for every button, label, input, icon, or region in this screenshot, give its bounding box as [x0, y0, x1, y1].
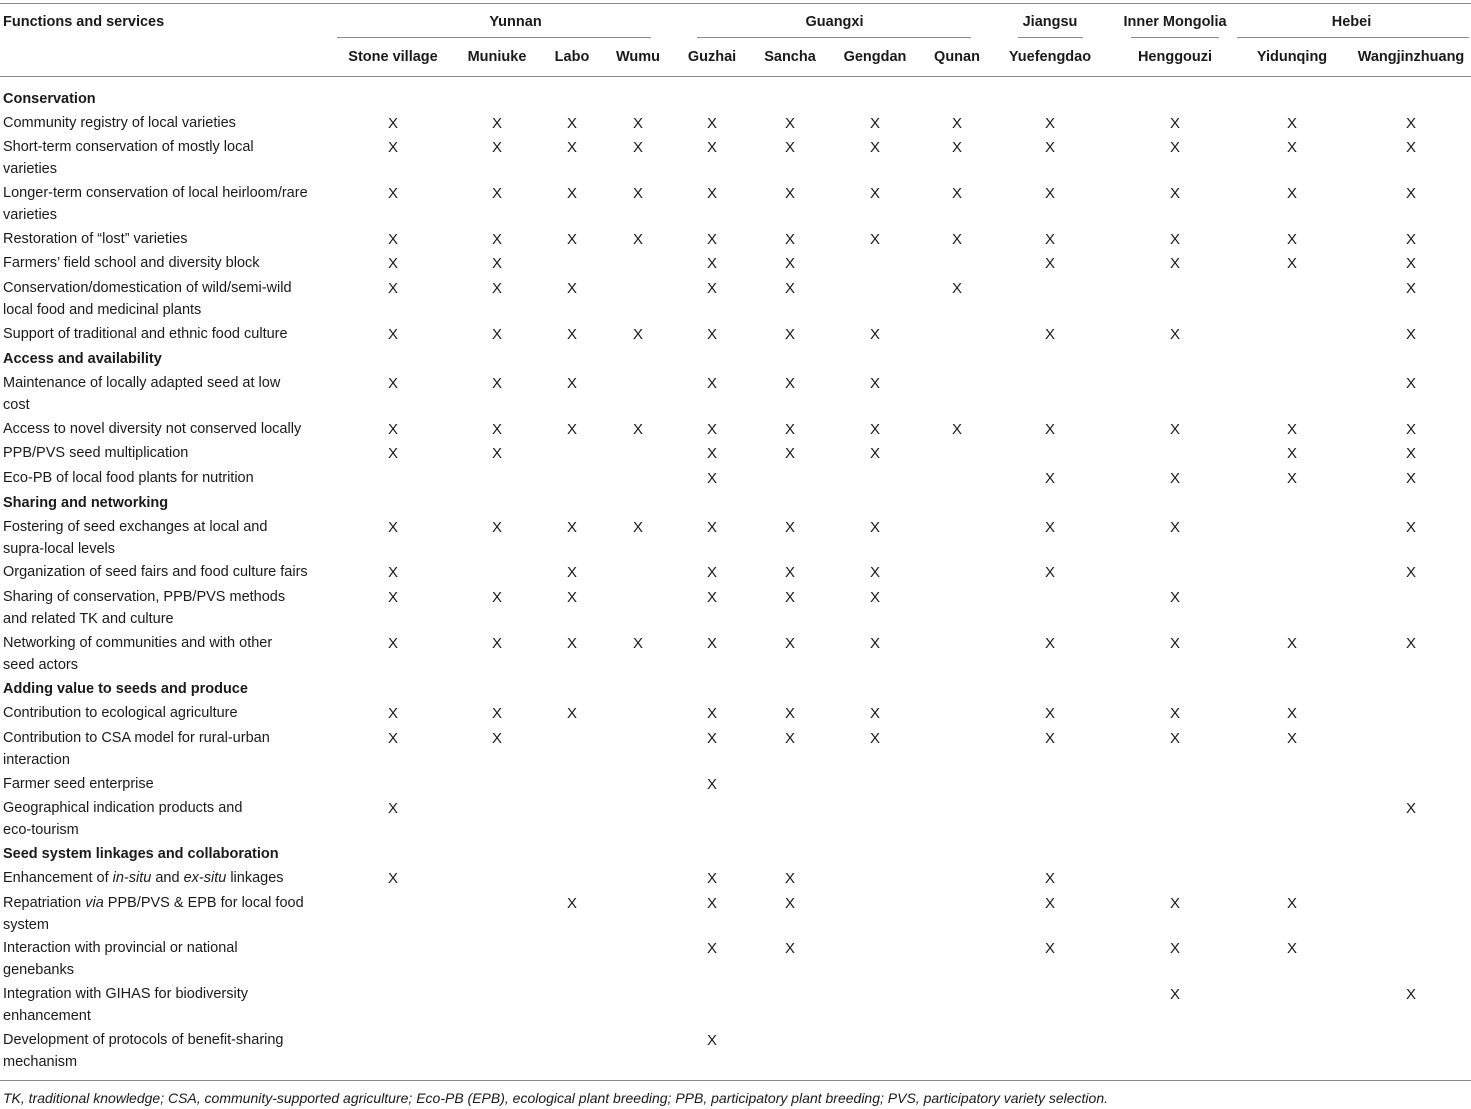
x-mark: X: [387, 421, 399, 438]
x-mark: X: [784, 730, 796, 747]
x-mark: X: [869, 185, 881, 202]
x-mark: X: [1169, 470, 1181, 487]
table-bottom-rule: [0, 1080, 1471, 1081]
x-mark: X: [491, 445, 503, 462]
x-mark: X: [784, 115, 796, 132]
x-mark: X: [784, 280, 796, 297]
x-mark: X: [566, 231, 578, 248]
x-mark: X: [1044, 519, 1056, 536]
row-label: Networking of communities and with other seed actors: [3, 635, 273, 673]
top-rule: [0, 3, 1471, 4]
x-mark: X: [1044, 470, 1056, 487]
row-label: Community registry of local varieties: [3, 115, 236, 131]
table-footnote: TK, traditional knowledge; CSA, community-supported agriculture; Eco-PB (EPB), ecological plant breeding; PPB, participatory plant breeding; PVS, participatory variety selection.: [3, 1090, 1108, 1106]
x-mark: X: [632, 115, 644, 132]
x-mark: X: [784, 870, 796, 887]
row-label: Development of protocols of benefit-sharing mechanism: [3, 1032, 284, 1070]
x-mark: X: [784, 940, 796, 957]
row-label: Restoration of “lost” varieties: [3, 231, 188, 247]
x-mark: X: [784, 185, 796, 202]
x-mark: X: [784, 519, 796, 536]
x-mark: X: [1286, 139, 1298, 156]
x-mark: X: [1169, 421, 1181, 438]
column-header-sancha: Sancha: [764, 49, 816, 65]
x-mark: X: [387, 185, 399, 202]
x-mark: X: [706, 940, 718, 957]
x-mark: X: [784, 705, 796, 722]
column-header-wumu: Wumu: [615, 49, 661, 65]
x-mark: X: [706, 445, 718, 462]
x-mark: X: [1044, 139, 1056, 156]
x-mark: X: [784, 589, 796, 606]
x-mark: X: [1405, 421, 1417, 438]
x-mark: X: [387, 564, 399, 581]
x-mark: X: [1405, 800, 1417, 817]
x-mark: X: [566, 705, 578, 722]
x-mark: X: [1169, 730, 1181, 747]
x-mark: X: [1169, 940, 1181, 957]
column-header-muniuke: Muniuke: [467, 49, 527, 65]
x-mark: X: [632, 326, 644, 343]
group-underline-hebei: [1237, 37, 1469, 38]
x-mark: X: [387, 635, 399, 652]
x-mark: X: [869, 139, 881, 156]
x-mark: X: [1405, 139, 1417, 156]
x-mark: X: [387, 280, 399, 297]
x-mark: X: [706, 1032, 718, 1049]
row-label: PPB/PVS seed multiplication: [3, 445, 189, 461]
x-mark: X: [566, 589, 578, 606]
x-mark: X: [784, 231, 796, 248]
x-mark: X: [387, 870, 399, 887]
group-underline-inner-mongolia: [1131, 37, 1219, 38]
row-label: Contribution to CSA model for rural-urban interaction: [3, 730, 270, 768]
x-mark: X: [706, 776, 718, 793]
row-label: Support of traditional and ethnic food culture: [3, 326, 288, 342]
x-mark: X: [706, 115, 718, 132]
column-header-yidunqing: Yidunqing: [1256, 49, 1328, 65]
x-mark: X: [1405, 231, 1417, 248]
group-header-yunnan: Yunnan: [489, 14, 542, 30]
x-mark: X: [1169, 231, 1181, 248]
x-mark: X: [706, 326, 718, 343]
row-label: Organization of seed fairs and food culture fairs: [3, 564, 308, 580]
x-mark: X: [1405, 255, 1417, 272]
x-mark: X: [1169, 115, 1181, 132]
x-mark: X: [1405, 635, 1417, 652]
x-mark: X: [706, 870, 718, 887]
x-mark: X: [632, 519, 644, 536]
section-heading-access-and-availability: Access and availability: [3, 351, 162, 367]
x-mark: X: [491, 255, 503, 272]
x-mark: X: [784, 421, 796, 438]
row-label: Eco-PB of local food plants for nutrition: [3, 470, 254, 486]
x-mark: X: [784, 375, 796, 392]
x-mark: X: [1286, 940, 1298, 957]
section-heading-seed-system-linkages-and-collaboration: Seed system linkages and collaboration: [3, 846, 279, 862]
group-underline-guangxi: [697, 37, 971, 38]
x-mark: X: [491, 280, 503, 297]
x-mark: X: [1044, 870, 1056, 887]
row-label: Contribution to ecological agriculture: [3, 705, 238, 721]
x-mark: X: [566, 139, 578, 156]
x-mark: X: [387, 445, 399, 462]
x-mark: X: [706, 895, 718, 912]
row-label: Enhancement of in-situ and ex-situ linkages: [3, 870, 284, 886]
x-mark: X: [1169, 326, 1181, 343]
row-label: Sharing of conservation, PPB/PVS methods and related TK and culture: [3, 589, 286, 627]
x-mark: X: [1044, 705, 1056, 722]
x-mark: X: [1286, 231, 1298, 248]
x-mark: X: [784, 564, 796, 581]
x-mark: X: [491, 375, 503, 392]
x-mark: X: [1169, 986, 1181, 1003]
x-mark: X: [387, 139, 399, 156]
group-underline-jiangsu: [1018, 37, 1083, 38]
row-label: Repatriation via PPB/PVS & EPB for local food system: [3, 895, 304, 933]
x-mark: X: [566, 115, 578, 132]
x-mark: X: [1286, 115, 1298, 132]
x-mark: X: [1044, 326, 1056, 343]
x-mark: X: [1169, 185, 1181, 202]
x-mark: X: [1286, 705, 1298, 722]
row-label: Farmers’ field school and diversity block: [3, 255, 260, 271]
column-header-labo: Labo: [554, 49, 590, 65]
x-mark: X: [869, 589, 881, 606]
x-mark: X: [1286, 635, 1298, 652]
x-mark: X: [632, 139, 644, 156]
x-mark: X: [706, 231, 718, 248]
header-functions-services: Functions and services: [3, 14, 165, 30]
x-mark: X: [869, 635, 881, 652]
x-mark: X: [706, 564, 718, 581]
x-mark: X: [632, 421, 644, 438]
x-mark: X: [706, 375, 718, 392]
x-mark: X: [491, 231, 503, 248]
x-mark: X: [951, 185, 963, 202]
group-header-jiangsu: Jiangsu: [1022, 14, 1078, 30]
row-label: Maintenance of locally adapted seed at low cost: [3, 375, 281, 413]
x-mark: X: [706, 730, 718, 747]
x-mark: X: [1044, 231, 1056, 248]
x-mark: X: [491, 326, 503, 343]
x-mark: X: [706, 280, 718, 297]
x-mark: X: [566, 635, 578, 652]
x-mark: X: [869, 375, 881, 392]
x-mark: X: [1169, 635, 1181, 652]
group-header-guangxi: Guangxi: [805, 14, 864, 30]
x-mark: X: [632, 635, 644, 652]
column-header-henggouzi: Henggouzi: [1137, 49, 1213, 65]
x-mark: X: [869, 115, 881, 132]
x-mark: X: [951, 139, 963, 156]
x-mark: X: [491, 730, 503, 747]
row-label: Longer-term conservation of local heirloom/rare varieties: [3, 185, 308, 223]
x-mark: X: [632, 231, 644, 248]
x-mark: X: [491, 139, 503, 156]
x-mark: X: [1405, 115, 1417, 132]
row-label: Access to novel diversity not conserved locally: [3, 421, 302, 437]
column-header-yuefengdao: Yuefengdao: [1008, 49, 1092, 65]
x-mark: X: [1169, 255, 1181, 272]
column-header-wangjinzhuang: Wangjinzhuang: [1357, 49, 1465, 65]
x-mark: X: [1286, 421, 1298, 438]
x-mark: X: [1286, 445, 1298, 462]
x-mark: X: [1044, 115, 1056, 132]
x-mark: X: [1169, 139, 1181, 156]
x-mark: X: [1044, 940, 1056, 957]
x-mark: X: [706, 635, 718, 652]
x-mark: X: [1405, 280, 1417, 297]
x-mark: X: [784, 445, 796, 462]
x-mark: X: [566, 280, 578, 297]
x-mark: X: [1044, 564, 1056, 581]
row-label: Short-term conservation of mostly local varieties: [3, 139, 254, 177]
x-mark: X: [706, 185, 718, 202]
x-mark: X: [869, 421, 881, 438]
x-mark: X: [491, 421, 503, 438]
x-mark: X: [387, 519, 399, 536]
row-label: Geographical indication products and eco-tourism: [3, 800, 243, 838]
x-mark: X: [1044, 185, 1056, 202]
x-mark: X: [869, 231, 881, 248]
x-mark: X: [566, 326, 578, 343]
x-mark: X: [869, 730, 881, 747]
x-mark: X: [1169, 589, 1181, 606]
row-label: Interaction with provincial or national genebanks: [3, 940, 238, 978]
row-label: Fostering of seed exchanges at local and supra-local levels: [3, 519, 268, 557]
x-mark: X: [1405, 375, 1417, 392]
x-mark: X: [951, 421, 963, 438]
x-mark: X: [1405, 445, 1417, 462]
x-mark: X: [869, 326, 881, 343]
x-mark: X: [566, 895, 578, 912]
x-mark: X: [387, 231, 399, 248]
x-mark: X: [1286, 470, 1298, 487]
x-mark: X: [1169, 705, 1181, 722]
x-mark: X: [951, 280, 963, 297]
x-mark: X: [387, 115, 399, 132]
group-header-hebei: Hebei: [1331, 14, 1372, 30]
x-mark: X: [869, 564, 881, 581]
x-mark: X: [784, 139, 796, 156]
row-label: Farmer seed enterprise: [3, 776, 154, 792]
column-header-gengdan: Gengdan: [843, 49, 907, 65]
x-mark: X: [706, 705, 718, 722]
x-mark: X: [491, 705, 503, 722]
x-mark: X: [1286, 895, 1298, 912]
x-mark: X: [1169, 895, 1181, 912]
header-bottom-rule: [0, 76, 1471, 77]
x-mark: X: [387, 730, 399, 747]
x-mark: X: [706, 421, 718, 438]
x-mark: X: [1405, 326, 1417, 343]
x-mark: X: [632, 185, 644, 202]
x-mark: X: [951, 231, 963, 248]
x-mark: X: [566, 421, 578, 438]
x-mark: X: [566, 185, 578, 202]
x-mark: X: [1044, 730, 1056, 747]
x-mark: X: [784, 895, 796, 912]
x-mark: X: [784, 255, 796, 272]
x-mark: X: [491, 519, 503, 536]
x-mark: X: [387, 589, 399, 606]
x-mark: X: [387, 255, 399, 272]
x-mark: X: [491, 115, 503, 132]
x-mark: X: [1405, 519, 1417, 536]
x-mark: X: [1405, 470, 1417, 487]
row-label: Conservation/domestication of wild/semi-wild local food and medicinal plants: [3, 280, 292, 318]
group-underline-yunnan: [337, 37, 651, 38]
column-header-guzhai: Guzhai: [687, 49, 737, 65]
x-mark: X: [1044, 421, 1056, 438]
section-heading-conservation: Conservation: [3, 91, 96, 107]
x-mark: X: [1044, 895, 1056, 912]
x-mark: X: [784, 326, 796, 343]
x-mark: X: [1169, 519, 1181, 536]
x-mark: X: [566, 519, 578, 536]
x-mark: X: [1405, 185, 1417, 202]
x-mark: X: [1405, 564, 1417, 581]
row-label: Integration with GIHAS for biodiversity enhancement: [3, 986, 248, 1024]
x-mark: X: [706, 139, 718, 156]
x-mark: X: [387, 326, 399, 343]
x-mark: X: [706, 519, 718, 536]
x-mark: X: [1286, 730, 1298, 747]
x-mark: X: [387, 705, 399, 722]
column-header-qunan: Qunan: [934, 49, 980, 65]
x-mark: X: [706, 255, 718, 272]
section-heading-adding-value-to-seeds-and-produce: Adding value to seeds and produce: [3, 681, 248, 697]
x-mark: X: [706, 470, 718, 487]
x-mark: X: [1044, 255, 1056, 272]
x-mark: X: [1286, 185, 1298, 202]
section-heading-sharing-and-networking: Sharing and networking: [3, 495, 169, 511]
x-mark: X: [784, 635, 796, 652]
x-mark: X: [1286, 255, 1298, 272]
x-mark: X: [951, 115, 963, 132]
x-mark: X: [491, 185, 503, 202]
x-mark: X: [706, 589, 718, 606]
x-mark: X: [869, 705, 881, 722]
x-mark: X: [566, 375, 578, 392]
x-mark: X: [1044, 635, 1056, 652]
x-mark: X: [387, 375, 399, 392]
column-header-stone-village: Stone village: [348, 49, 438, 65]
group-header-inner-mongolia: Inner Mongolia: [1123, 14, 1227, 30]
x-mark: X: [491, 635, 503, 652]
x-mark: X: [566, 564, 578, 581]
x-mark: X: [387, 800, 399, 817]
x-mark: X: [491, 589, 503, 606]
x-mark: X: [1405, 986, 1417, 1003]
x-mark: X: [869, 519, 881, 536]
x-mark: X: [869, 445, 881, 462]
